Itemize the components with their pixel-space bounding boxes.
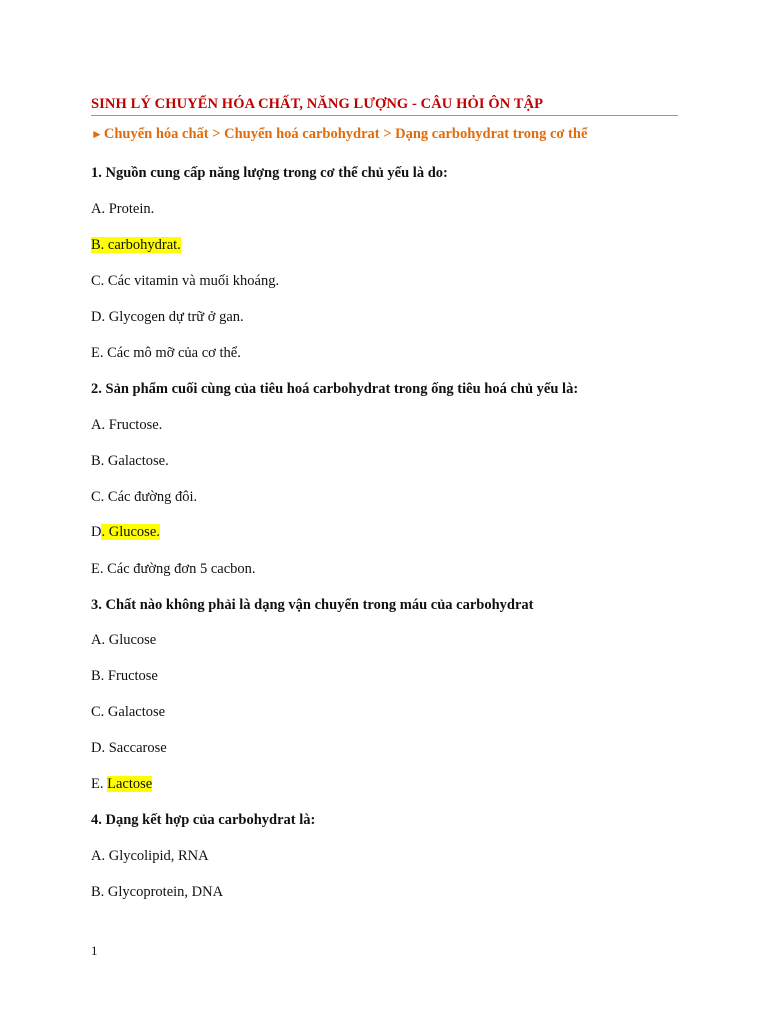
breadcrumb: [91, 126, 587, 143]
right-triangle-arrow-icon: ►: [91, 127, 103, 141]
q3-option-e-answer: E. Lactose: [91, 776, 153, 792]
q2-option-b: B. Galactose.: [91, 453, 169, 469]
q1-option-a: A. Protein.: [91, 201, 155, 217]
q4-option-a: A. Glycolipid, RNA: [91, 848, 209, 864]
document-title: SINH LÝ CHUYỂN HÓA CHẤT, NĂNG LƯỢNG - CÂU HỎI ÔN TẬP: [91, 96, 544, 112]
q1-option-e: E. Các mô mỡ của cơ thể.: [91, 345, 241, 361]
question-1: 1. Nguồn cung cấp năng lượng trong cơ thể chủ yếu là do:: [91, 165, 448, 181]
q1-option-c: C. Các vitamin và muối khoáng.: [91, 273, 280, 289]
q2-option-d-answer: D. Glucose.: [91, 524, 160, 540]
page-number: 1: [91, 943, 98, 958]
title-underline: [91, 115, 678, 116]
q1-option-b-answer: [91, 236, 181, 254]
question-4: 4. Dạng kết hợp của carbohydrat là:: [91, 812, 316, 828]
q2-option-c: C. Các đường đôi.: [91, 489, 198, 505]
answer-highlight: B. carbohydrat.: [91, 237, 181, 253]
answer-highlight: Lactose: [107, 776, 153, 792]
q4-option-b: B. Glycoprotein, DNA: [91, 884, 224, 900]
q2-option-e: E. Các đường đơn 5 cacbon.: [91, 561, 256, 577]
q3-option-b: B. Fructose: [91, 668, 158, 684]
q3-option-d: D. Saccarose: [91, 740, 167, 756]
q1-option-d: D. Glycogen dự trữ ở gan.: [91, 309, 244, 325]
q3-option-a: A. Glucose: [91, 632, 157, 648]
question-2: 2. Sản phẩm cuối cùng của tiêu hoá carbohydrat trong ống tiêu hoá chủ yếu là:: [91, 381, 579, 397]
answer-highlight: . Glucose.: [101, 524, 160, 540]
q3-option-c: C. Galactose: [91, 704, 166, 720]
question-3: 3. Chất nào không phải là dạng vận chuyển trong máu của carbohydrat: [91, 597, 534, 613]
q2-option-a: A. Fructose.: [91, 417, 163, 433]
breadcrumb-text: Chuyển hóa chất > Chuyển hoá carbohydrat > Dạng carbohydrat trong cơ thể: [103, 126, 588, 142]
